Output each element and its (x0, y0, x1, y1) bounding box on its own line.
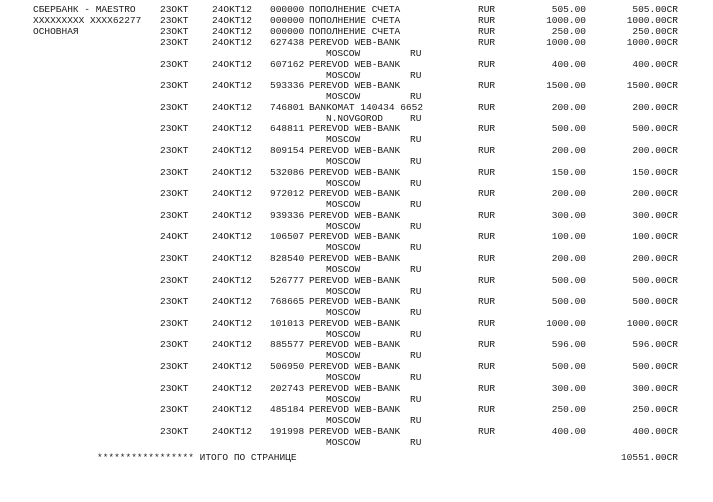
auth-code: 809154 (270, 145, 305, 156)
posting-date: 24OKT12 (212, 361, 252, 372)
auth-code: 627438 (270, 37, 305, 48)
transaction-date: 23OKT (160, 209, 189, 221)
currency: RUR (478, 26, 496, 37)
transaction-date: 23OKT (160, 188, 189, 200)
transaction-date: 23OKT (160, 382, 189, 394)
posting-date: 24OKT12 (212, 26, 252, 37)
transaction-date: 23OKT (160, 4, 189, 15)
transaction-description: PEREVOD WEB-BANK (309, 425, 401, 437)
page-total-amount: 10551.00CR (620, 452, 678, 463)
transaction-description: ПОПОЛНЕНИЕ СЧЕТА (309, 4, 401, 15)
transaction-date: 23OKT (160, 58, 189, 70)
transaction-country: RU (410, 48, 422, 59)
transaction-amount: 150.00 (551, 166, 586, 178)
transaction-country: RU (410, 112, 422, 124)
auth-code: 532086 (270, 166, 305, 178)
currency: RUR (478, 123, 496, 135)
account-amount: 1500.00CR (626, 80, 678, 92)
transaction-row (0, 102, 713, 124)
transaction-date: 23OKT (160, 404, 189, 416)
transaction-date: 24OKT (160, 231, 189, 243)
transaction-description: PEREVOD WEB-BANK (309, 188, 401, 200)
auth-code: 648811 (270, 123, 305, 135)
transaction-description: PEREVOD WEB-BANK (309, 58, 401, 70)
transaction-location: MOSCOW (326, 69, 361, 81)
posting-date: 24OKT12 (212, 425, 252, 437)
currency: RUR (478, 404, 496, 416)
auth-code: 885577 (270, 339, 305, 351)
transaction-location: MOSCOW (326, 436, 361, 448)
transaction-location: MOSCOW (326, 199, 361, 211)
account-amount: 200.00CR (632, 188, 678, 200)
transaction-country: RU (410, 436, 422, 448)
auth-code: 101013 (270, 317, 305, 329)
transaction-row (0, 253, 713, 275)
posting-date: 24OKT12 (212, 339, 252, 351)
transaction-date: 23OKT (160, 166, 189, 178)
transaction-country: RU (410, 134, 422, 146)
transaction-date: 23OKT (160, 361, 189, 372)
account-type: ОСНОВНАЯ (33, 26, 79, 37)
transaction-country: RU (410, 156, 422, 167)
currency: RUR (478, 274, 496, 286)
transaction-description: PEREVOD WEB-BANK (309, 80, 401, 92)
transaction-location: MOSCOW (326, 156, 361, 167)
currency: RUR (478, 188, 496, 200)
transaction-description: PEREVOD WEB-BANK (309, 37, 401, 48)
transaction-row (0, 361, 713, 383)
account-bank-name: СБЕРБАНК - MAESTRO (33, 4, 136, 15)
transaction-description: PEREVOD WEB-BANK (309, 339, 401, 351)
transaction-row (0, 37, 713, 59)
auth-code: 768665 (270, 296, 305, 308)
account-amount: 150.00CR (632, 166, 678, 178)
transaction-description: PEREVOD WEB-BANK (309, 145, 401, 156)
transaction-location: MOSCOW (326, 242, 361, 254)
transaction-location: MOSCOW (326, 415, 361, 427)
account-amount: 500.00CR (632, 361, 678, 372)
account-amount: 500.00CR (632, 296, 678, 308)
transaction-date: 23OKT (160, 145, 189, 156)
posting-date: 24OKT12 (212, 4, 252, 15)
transaction-location: MOSCOW (326, 328, 361, 340)
transaction-amount: 500.00 (551, 274, 586, 286)
transaction-row (0, 167, 713, 189)
transaction-amount: 1500.00 (546, 80, 586, 92)
transaction-description: PEREVOD WEB-BANK (309, 274, 401, 286)
posting-date: 24OKT12 (212, 209, 252, 221)
transaction-location: MOSCOW (326, 372, 361, 383)
transaction-country: RU (410, 220, 422, 232)
auth-code: 000000 (270, 15, 305, 26)
transaction-description: PEREVOD WEB-BANK (309, 296, 401, 308)
transaction-amount: 200.00 (551, 101, 586, 113)
posting-date: 24OKT12 (212, 101, 252, 113)
currency: RUR (478, 231, 496, 243)
currency: RUR (478, 4, 496, 15)
transaction-location: MOSCOW (326, 307, 361, 319)
posting-date: 24OKT12 (212, 231, 252, 243)
transaction-country: RU (410, 307, 422, 319)
transaction-amount: 1000.00 (546, 317, 586, 329)
transaction-row (0, 123, 713, 145)
transaction-date: 23OKT (160, 296, 189, 308)
transaction-date: 23OKT (160, 101, 189, 113)
posting-date: 24OKT12 (212, 382, 252, 394)
transaction-amount: 1000.00 (546, 15, 586, 26)
transaction-amount: 400.00 (551, 58, 586, 70)
transaction-amount: 505.00 (551, 4, 586, 15)
transaction-location: MOSCOW (326, 350, 361, 362)
transaction-row (0, 404, 713, 426)
account-amount: 596.00CR (632, 339, 678, 351)
transaction-date: 23OKT (160, 15, 189, 26)
transaction-country: RU (410, 350, 422, 362)
page-total-label (97, 452, 297, 463)
currency: RUR (478, 296, 496, 308)
currency: RUR (478, 145, 496, 156)
transaction-description: PEREVOD WEB-BANK (309, 231, 401, 243)
currency: RUR (478, 37, 496, 48)
account-amount: 100.00CR (632, 231, 678, 243)
transaction-description: PEREVOD WEB-BANK (309, 317, 401, 329)
transaction-description: PEREVOD WEB-BANK (309, 166, 401, 178)
posting-date: 24OKT12 (212, 145, 252, 156)
account-amount: 200.00CR (632, 101, 678, 113)
account-amount: 200.00CR (632, 145, 678, 156)
transaction-country: RU (410, 415, 422, 427)
transaction-amount: 596.00 (551, 339, 586, 351)
currency: RUR (478, 339, 496, 351)
account-amount: 505.00CR (632, 4, 678, 15)
posting-date: 24OKT12 (212, 317, 252, 329)
auth-code: 607162 (270, 58, 305, 70)
transaction-country: RU (410, 177, 422, 189)
posting-date: 24OKT12 (212, 404, 252, 416)
account-amount: 250.00CR (632, 404, 678, 416)
posting-date: 24OKT12 (212, 296, 252, 308)
transaction-country: RU (410, 91, 422, 103)
transaction-location: MOSCOW (326, 264, 361, 275)
auth-code: 202743 (270, 382, 305, 394)
currency: RUR (478, 58, 496, 70)
transaction-country: RU (410, 69, 422, 81)
transaction-row (0, 145, 713, 167)
posting-date: 24OKT12 (212, 274, 252, 286)
account-amount: 200.00CR (632, 253, 678, 264)
posting-date: 24OKT12 (212, 15, 252, 26)
transaction-date: 23OKT (160, 425, 189, 437)
transaction-amount: 500.00 (551, 123, 586, 135)
account-amount: 400.00CR (632, 425, 678, 437)
posting-date: 24OKT12 (212, 253, 252, 264)
transaction-location: N.NOVGOROD (326, 112, 384, 124)
transaction-amount: 300.00 (551, 382, 586, 394)
transaction-date: 23OKT (160, 317, 189, 329)
transaction-location: MOSCOW (326, 134, 361, 146)
transaction-description: BANKOMAT 140434 6652 (309, 101, 424, 113)
account-amount: 400.00CR (632, 58, 678, 70)
auth-code: 485184 (270, 404, 305, 416)
auth-code: 593336 (270, 80, 305, 92)
transaction-row (0, 231, 713, 253)
transaction-row (0, 383, 713, 405)
account-card-number: XXXXXXXXX XXXX62277 (33, 15, 142, 26)
page-total-stars: ***************** (97, 452, 194, 463)
currency: RUR (478, 425, 496, 437)
transaction-amount: 1000.00 (546, 37, 586, 48)
transaction-amount: 200.00 (551, 188, 586, 200)
posting-date: 24OKT12 (212, 166, 252, 178)
transaction-location: MOSCOW (326, 91, 361, 103)
posting-date: 24OKT12 (212, 58, 252, 70)
transaction-amount: 400.00 (551, 425, 586, 437)
transaction-location: MOSCOW (326, 48, 361, 59)
transaction-row (0, 339, 713, 361)
transaction-description: PEREVOD WEB-BANK (309, 253, 401, 264)
transaction-country: RU (410, 264, 422, 275)
transaction-description: ПОПОЛНЕНИЕ СЧЕТА (309, 26, 401, 37)
account-amount: 500.00CR (632, 274, 678, 286)
transaction-row (0, 188, 713, 210)
transaction-date: 23OKT (160, 123, 189, 135)
transaction-country: RU (410, 242, 422, 254)
transaction-country: RU (410, 372, 422, 383)
transaction-location: MOSCOW (326, 285, 361, 297)
transaction-country: RU (410, 328, 422, 340)
transaction-amount: 250.00 (551, 404, 586, 416)
transaction-amount: 250.00 (551, 26, 586, 37)
account-amount: 300.00CR (632, 209, 678, 221)
transaction-description: PEREVOD WEB-BANK (309, 123, 401, 135)
transaction-date: 23OKT (160, 80, 189, 92)
currency: RUR (478, 80, 496, 92)
transaction-country: RU (410, 393, 422, 405)
transaction-row (0, 318, 713, 340)
currency: RUR (478, 317, 496, 329)
transaction-amount: 200.00 (551, 145, 586, 156)
auth-code: 506950 (270, 361, 305, 372)
transaction-row (0, 426, 713, 448)
auth-code: 000000 (270, 4, 305, 15)
transaction-row (0, 296, 713, 318)
transaction-description: PEREVOD WEB-BANK (309, 361, 401, 372)
auth-code: 972012 (270, 188, 305, 200)
currency: RUR (478, 253, 496, 264)
transaction-location: MOSCOW (326, 393, 361, 405)
transaction-row (0, 59, 713, 81)
currency: RUR (478, 15, 496, 26)
account-amount: 500.00CR (632, 123, 678, 135)
transaction-amount: 500.00 (551, 296, 586, 308)
transaction-date: 23OKT (160, 274, 189, 286)
account-amount: 250.00CR (632, 26, 678, 37)
transaction-location: MOSCOW (326, 220, 361, 232)
account-amount: 1000.00CR (626, 37, 678, 48)
transaction-date: 23OKT (160, 339, 189, 351)
account-amount: 1000.00CR (626, 317, 678, 329)
posting-date: 24OKT12 (212, 80, 252, 92)
transaction-description: PEREVOD WEB-BANK (309, 404, 401, 416)
currency: RUR (478, 382, 496, 394)
auth-code: 828540 (270, 253, 305, 264)
transaction-amount: 500.00 (551, 361, 586, 372)
account-amount: 300.00CR (632, 382, 678, 394)
page-total-row (0, 452, 713, 463)
transaction-row (0, 210, 713, 232)
auth-code: 746801 (270, 101, 305, 113)
transaction-amount: 100.00 (551, 231, 586, 243)
currency: RUR (478, 209, 496, 221)
posting-date: 24OKT12 (212, 37, 252, 48)
auth-code: 939336 (270, 209, 305, 221)
posting-date: 24OKT12 (212, 188, 252, 200)
transaction-location: MOSCOW (326, 177, 361, 189)
transaction-row (0, 80, 713, 102)
transaction-date: 23OKT (160, 253, 189, 264)
transaction-country: RU (410, 285, 422, 297)
transaction-country: RU (410, 199, 422, 211)
account-amount: 1000.00CR (626, 15, 678, 26)
posting-date: 24OKT12 (212, 123, 252, 135)
transaction-description: ПОПОЛНЕНИЕ СЧЕТА (309, 15, 401, 26)
currency: RUR (478, 166, 496, 178)
page-total-text: ИТОГО ПО СТРАНИЦЕ (199, 452, 297, 463)
currency: RUR (478, 101, 496, 113)
transaction-date: 23OKT (160, 26, 189, 37)
auth-code: 000000 (270, 26, 305, 37)
transaction-amount: 300.00 (551, 209, 586, 221)
transaction-amount: 200.00 (551, 253, 586, 264)
auth-code: 191998 (270, 425, 305, 437)
transaction-row (0, 275, 713, 297)
transaction-description: PEREVOD WEB-BANK (309, 209, 401, 221)
auth-code: 106507 (270, 231, 305, 243)
transaction-date: 23OKT (160, 37, 189, 48)
auth-code: 526777 (270, 274, 305, 286)
transaction-description: PEREVOD WEB-BANK (309, 382, 401, 394)
currency: RUR (478, 361, 496, 372)
